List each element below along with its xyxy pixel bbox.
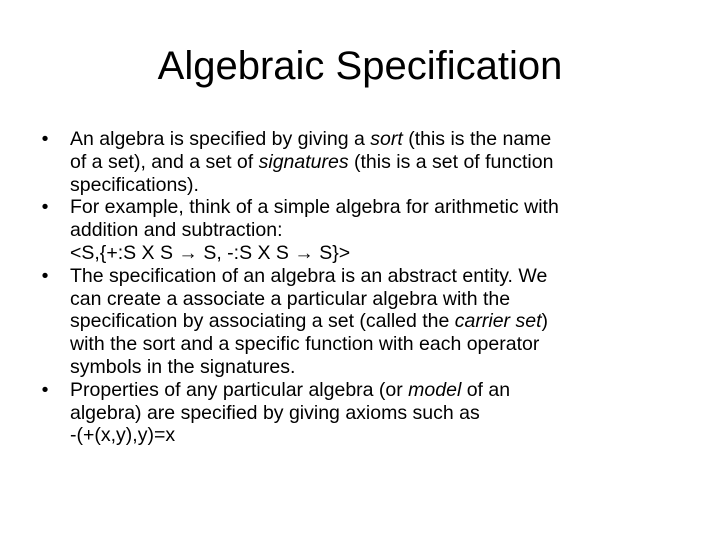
bullet-line <box>70 356 678 379</box>
bullet-line <box>70 424 678 447</box>
bullet-line <box>70 310 678 333</box>
text-segment: of a set), and a set of <box>70 150 259 173</box>
text-segment: specifications). <box>70 173 199 196</box>
text-segment: An algebra is specified by giving a <box>70 128 371 150</box>
text-segment: <S,{+:S X S → S, -:S X S → S}> <box>70 241 351 264</box>
bullet-item <box>38 265 678 379</box>
bullet-line <box>70 379 678 402</box>
italic-term: signatures <box>258 150 349 173</box>
italic-term: sort <box>370 128 403 150</box>
bullet-line <box>70 196 678 219</box>
text-segment: -(+(x,y),y)=x <box>70 424 176 447</box>
text-segment: with the sort and a specific function with each operator <box>70 333 540 356</box>
bullet-line <box>70 288 678 311</box>
text-segment: Properties of any particular algebra (or <box>70 378 409 401</box>
text-segment: specification by associating a set (called the <box>70 310 455 333</box>
bullet-line <box>70 151 678 174</box>
bullet-marker: • <box>41 128 49 150</box>
bullet-item <box>38 196 678 264</box>
italic-term: carrier set <box>454 310 542 333</box>
text-segment: ) <box>541 310 548 333</box>
text-segment: algebra) are specified by giving axioms such as <box>70 401 480 424</box>
slide-title: Algebraic Specification <box>157 44 563 88</box>
bullet-list <box>38 128 678 447</box>
bullet-line <box>70 219 678 242</box>
bullet-line <box>70 128 678 151</box>
text-segment: addition and subtraction: <box>70 219 283 242</box>
text-segment: can create a associate a particular algebra with the <box>70 287 511 310</box>
bullet-line <box>70 265 678 288</box>
text-segment: symbols in the signatures. <box>70 355 296 378</box>
bullet-line <box>70 242 678 265</box>
italic-term: model <box>408 378 462 401</box>
bullet-line <box>70 174 678 197</box>
bullet-marker: • <box>41 196 49 219</box>
bullet-marker: • <box>41 378 49 401</box>
bullet-marker: • <box>41 264 49 287</box>
text-segment: (this is a set of function <box>348 150 554 173</box>
bullet-line <box>70 402 678 425</box>
text-segment: (this is the name <box>402 128 552 150</box>
bullet-item <box>38 128 678 196</box>
text-segment: For example, think of a simple algebra for arithmetic with <box>70 196 559 219</box>
bullet-item <box>38 379 678 447</box>
text-segment: of an <box>461 378 511 401</box>
bullet-line <box>70 333 678 356</box>
text-segment: The specification of an algebra is an abstract entity. We <box>70 264 548 287</box>
